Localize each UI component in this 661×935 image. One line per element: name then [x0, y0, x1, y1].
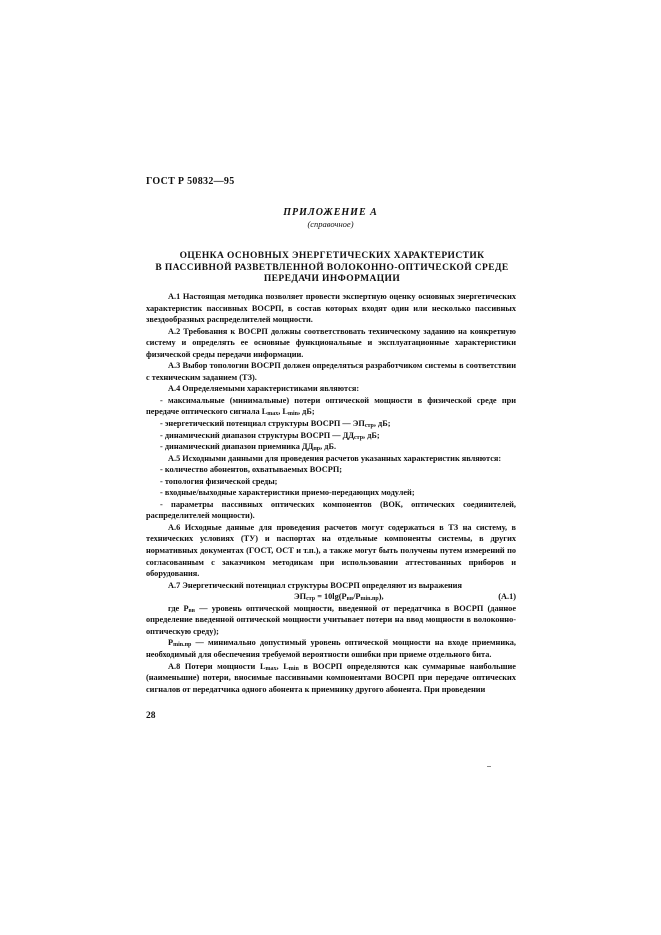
- paragraph-a5: А.5 Исходными данными для проведения расчетов указанных характеристик являются:: [168, 453, 502, 463]
- formula-number: (А.1): [498, 592, 516, 602]
- scan-artifact: [487, 766, 491, 767]
- text: - энергетический потенциал структуры ВОСРП — ЭП: [160, 419, 365, 429]
- paragraph-a8: [146, 661, 516, 696]
- list-item: - входные/выходные характеристики приемо-передающих модулей;: [160, 488, 415, 498]
- text: - максимальные (минимальные) потери оптической мощности в физической среде при передаче оптического сигнала L: [146, 395, 516, 417]
- text: /P: [353, 592, 361, 602]
- formula-expression: [294, 591, 384, 603]
- paragraph-a1: А.1 Настоящая методика позволяет провести экспертную оценку основных энергетических характеристик пассивных ВОСРП, в состав которых входят один или несколько пассивных звездообразных распределителей мощности.: [146, 292, 516, 325]
- paragraph-a7: А.7 Энергетический потенциал структуры ВОСРП определяют из выражения: [168, 580, 462, 590]
- text: , дБ.: [320, 442, 337, 452]
- subscript: пр: [313, 446, 321, 453]
- list-item: [146, 430, 516, 442]
- list-item: [146, 395, 516, 418]
- paragraph-a4: А.4 Определяемыми характеристиками являются:: [168, 384, 360, 394]
- text: , дБ;: [363, 430, 380, 440]
- subscript: max: [267, 411, 279, 418]
- standard-number: ГОСТ Р 50832—95: [146, 176, 235, 187]
- text: , L: [278, 407, 288, 417]
- list-item: - топология физической среды;: [160, 476, 278, 486]
- paragraph-where-2: [146, 637, 516, 660]
- appendix-note: (справочное): [307, 219, 354, 229]
- subscript: min: [288, 665, 299, 672]
- appendix-label: ПРИЛОЖЕНИЕ А: [283, 207, 378, 218]
- subscript: вв: [188, 607, 196, 614]
- text: , L: [276, 661, 289, 671]
- body-text: [146, 291, 516, 695]
- paragraph-a6: А.6 Исходные данные для проведения расчетов могут содержаться в ТЗ на систему, в технических условиях (ТУ) и паспортах на отдельные компоненты системы, в других нормативных документах (ГОСТ, ОСТ и т.п.), а также могут быть получены путем измерений по согласованным с заказчиком методикам при использовании аттестованных приборов и оборудования.: [146, 522, 516, 579]
- text: , дБ;: [297, 407, 315, 417]
- text: — минимально допустимый уровень оптической мощности на входе приемника, необходимый для обеспечения требуемой вероятности ошибки при приеме отдельного бита.: [146, 638, 516, 659]
- subscript: стр: [354, 434, 364, 441]
- text: — уровень оптической мощности, введенной от передатчика в ВОСРП (данное определение введенной оптической мощности учитывает потери на ввод мощности в волоконно-оптическую среду);: [146, 603, 516, 636]
- list-item: [146, 418, 516, 430]
- title-line: В ПАССИВНОЙ РАЗВЕТВЛЕННОЙ ВОЛОКОННО-ОПТИЧЕСКОЙ СРЕДЕ: [155, 262, 509, 273]
- subscript: min.пр: [173, 642, 192, 649]
- text: = 10lg(P: [315, 592, 347, 602]
- text: ЭП: [294, 592, 307, 602]
- text: А.8 Потери мощности L: [168, 661, 266, 671]
- paragraph-a2: А.2 Требования к ВОСРП должны соответствовать техническому заданию на конкретную систему и определять ее основные функциональные и эксплуатационные характеристики физической среды передачи информации.: [146, 326, 516, 359]
- subscript: min: [287, 411, 298, 418]
- subscript: вв: [346, 596, 354, 603]
- subscript: max: [265, 665, 277, 672]
- subscript: min.пр: [360, 596, 379, 603]
- list-item: - параметры пассивных оптических компонентов (ВОК, оптических соединителей, распределителей мощности).: [146, 499, 516, 521]
- list-item: - количество абонентов, охватываемых ВОСРП;: [160, 465, 343, 475]
- text: - динамический диапазон приемника ДД: [160, 442, 314, 452]
- text: - динамический диапазон структуры ВОСРП — ДД: [160, 430, 355, 440]
- text: , дБ;: [373, 419, 391, 429]
- text: ),: [378, 592, 384, 602]
- title-line: ПЕРЕДАЧИ ИНФОРМАЦИИ: [263, 274, 401, 284]
- text: в ВОСРП определяются как суммарные наибольшие (наименьшие) потери, вносимые пассивными компонентами ВОСРП при передаче оптических сигналов от передатчика одного абонента к приемнику другого абонента. При проведении: [146, 661, 516, 694]
- text: P: [168, 638, 174, 648]
- formula-a1: [146, 591, 516, 603]
- page-number: 28: [146, 711, 156, 721]
- text: где P: [168, 603, 189, 613]
- paragraph-where-1: [146, 603, 516, 638]
- paragraph-a3: А.3 Выбор топологии ВОСРП должен определяться разработчиком системы в соответствии с техническим заданием (ТЗ).: [146, 361, 516, 382]
- list-item: [146, 441, 516, 453]
- section-title: [146, 251, 518, 286]
- subscript: стр: [364, 423, 374, 430]
- subscript: стр: [306, 596, 316, 603]
- title-line: ОЦЕНКА ОСНОВНЫХ ЭНЕРГЕТИЧЕСКИХ ХАРАКТЕРИСТИК: [179, 251, 485, 261]
